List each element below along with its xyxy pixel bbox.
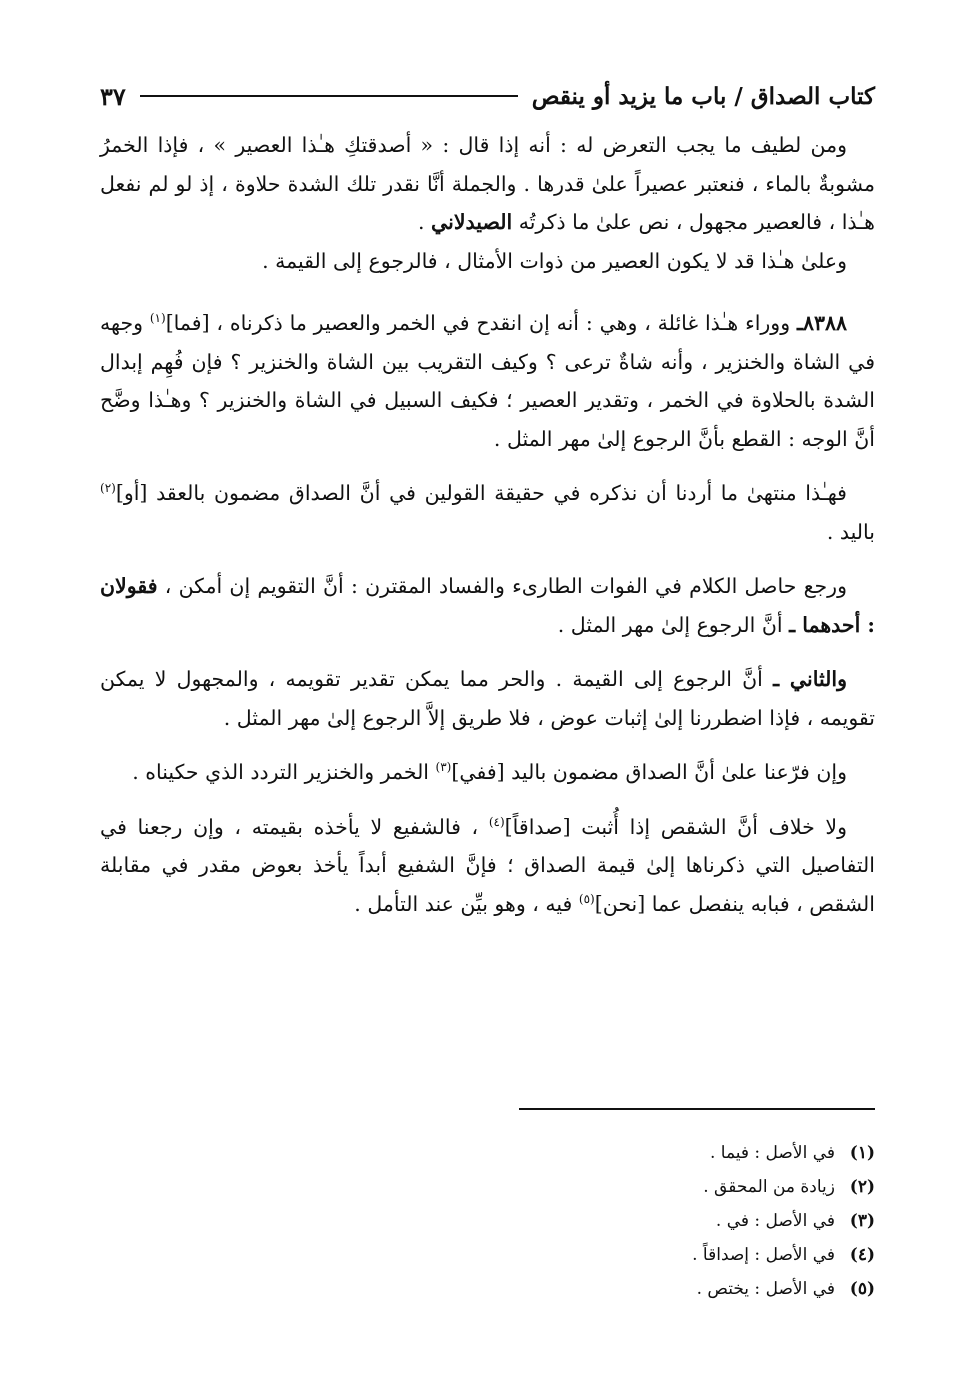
text-run: ، فالشفيع لا يأخذه بقيمته ، وإن رجعنا في التفاصيل التي ذكرناها إلىٰ قيمة الصداق ؛ فإنَّ الشفيع أبداً يأخذ بعوض مقدر في مقابلة الشقص ، فبابه ينفصل عما [نحن] [100,814,875,916]
text-run: ووراء هـٰذا غائلة ، وهي : أنه إن انقدح في الخمر والعصير ما ذكرناه ، [فما] [165,311,797,335]
bold-term: والثاني ـ [773,667,847,691]
page-number: ٣٧ [100,81,126,111]
footnotes [375,1136,875,1306]
text-run: ومن لطيف ما يجب التعرض له : أنه إذا قال : « أصدقتكِ هـٰذا العصير » ، فإذا الخمرُ مشوبةٌ بالماء ، فنعتبر عصيراً علىٰ قدرها . والجملة أنَّا نقدر تلك الشدة حلاوة ، إذ لو لم نفعل هـٰذا ، فالعصير مجهول ، نص علىٰ ما ذكرتُه [100,133,875,234]
footnote-number: (٥) [849,1279,875,1299]
paragraph-7 [100,753,875,792]
footnote-ref[interactable]: (١) [149,311,166,326]
main-text [100,126,875,923]
paragraph-2: وعلىٰ هـٰذا قد لا يكون العصير من ذوات الأمثال ، فالرجوع إلى القيمة . [262,248,847,273]
footnote-text: زيادة من المحقق . [703,1177,835,1197]
text-run: فهـٰذا منتهىٰ ما أردنا أن نذكره في حقيقة القولين في أنَّ الصداق مضمون بالعقد [أو] [115,481,847,505]
footnote-text: في الأصل : فيما . [709,1143,835,1163]
footnote [375,1170,875,1204]
paragraph-1 [100,126,875,242]
text-run: فيه ، وهو بيِّن عند التأمل . [354,891,579,916]
paragraph-5 [100,567,875,644]
page-header [100,74,875,118]
issue-number: ٨٣٨٨ـ [796,311,847,335]
footnote-text: في الأصل : في . [715,1211,835,1231]
running-title: كتاب الصداق / باب ما يزيد أو ينقص [531,82,875,110]
footnote-ref[interactable]: (٥) [578,891,595,906]
text-run: ورجع حاصل الكلام في الفوات الطارىء والفساد المقترن : أنَّ التقويم إن أمكن ، [157,574,847,598]
footnote-ref[interactable]: (٣) [435,760,452,775]
footnote-number: (٢) [849,1177,875,1197]
text-run: . [417,210,432,234]
text-run: وجهه في الشاة والخنزير ، وأنه شاةٌ ترعى ؟ وكيف التقريب بين الشاة والخنزير ؟ فإن فُهِم إبدال الشدة بالحلاوة في الخمر ، وتقدير العصير ؛ فكيف السبيل في الشاة والخنزير ؟ وهـٰذا وضَّح أنَّ الوجه : القطع بأنَّ الرجوع إلىٰ مهر المثل . [100,311,875,451]
bold-term: فقولان : أحدهما ـ [100,574,875,637]
footnote-text: في الأصل : إصداقاً . [692,1245,835,1265]
footnote [375,1272,875,1306]
bold-name: الصيدلاني [431,210,513,234]
paragraph-6 [100,660,875,737]
paragraph-3 [100,304,875,458]
text-run: الخمر والخنزير التردد الذي حكيناه . [132,760,436,784]
text-run: باليد . [826,519,875,544]
footnote [375,1204,875,1238]
footnote-number: (١) [849,1143,875,1163]
footnote-number: (٣) [849,1211,875,1231]
footnote-text: في الأصل : يختص . [696,1279,835,1299]
header-rule [140,95,518,97]
text-run: ولا خلاف أنَّ الشقص إذا أُثبت [صداقاً] [504,814,848,839]
text-run: أنَّ الرجوع إلىٰ مهر المثل . [557,612,790,637]
footnote-ref[interactable]: (٢) [100,481,116,496]
footnote [375,1238,875,1272]
footnote-number: (٤) [849,1245,875,1265]
text-run: وإن فرّعنا علىٰ أنَّ الصداق مضمون باليد [ففي] [451,760,847,784]
text-run: أنَّ الرجوع إلى القيمة . والحر مما يمكن تقدير تقويمه ، والمجهول لا يمكن تقويمه ، فإذا اضطررنا إلىٰ إثبات عوض ، فلا طريق إلاَّ الرجوع إلىٰ مهر المثل . [100,667,875,730]
paragraph-8 [100,808,875,924]
footnote-separator [519,1108,875,1110]
footnote [375,1136,875,1170]
footnote-ref[interactable]: (٤) [488,814,505,829]
paragraph-4 [100,474,875,551]
